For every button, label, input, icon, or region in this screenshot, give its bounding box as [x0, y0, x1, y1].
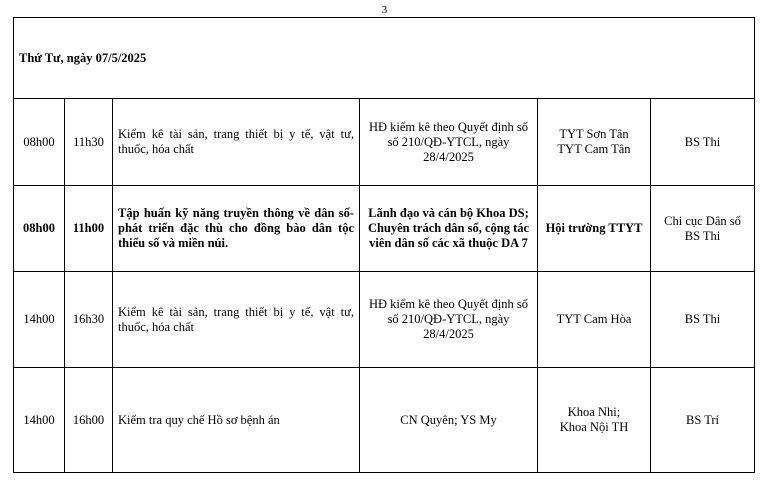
- start-time-cell: 08h00: [14, 99, 65, 186]
- lead-cell: BS Thi: [651, 99, 755, 186]
- participants-cell: Lãnh đạo và cán bộ Khoa DS; Chuyên trách dân số, cộng tác viên dân số các xã thuộc DA 7: [360, 186, 538, 272]
- participants-cell: CN Quyên; YS My: [360, 368, 538, 473]
- start-time-cell: 14h00: [14, 368, 65, 473]
- content-cell: Kiểm tra quy chế Hồ sơ bệnh án: [113, 368, 360, 473]
- page-number: 3: [381, 4, 388, 16]
- location-cell: Khoa Nhi; Khoa Nội TH: [538, 368, 651, 473]
- table-row: [14, 272, 755, 368]
- table-row: [14, 368, 755, 473]
- location-cell: Hội trường TTYT: [538, 186, 651, 272]
- end-time-cell: 11h00: [65, 186, 113, 272]
- start-time-cell: 14h00: [14, 272, 65, 368]
- lead-cell: BS Thi: [651, 272, 755, 368]
- content-cell: Kiểm kê tài sản, trang thiết bị y tế, vật tư, thuốc, hóa chất: [113, 99, 360, 186]
- table-row: [14, 186, 755, 272]
- day-header: Thứ Tư, ngày 07/5/2025: [14, 18, 755, 99]
- location-cell: TYT Sơn Tân TYT Cam Tân: [538, 99, 651, 186]
- participants-cell: HĐ kiểm kê theo Quyết định số số 210/QĐ-YTCL, ngày 28/4/2025: [360, 99, 538, 186]
- schedule-table: [13, 17, 755, 473]
- participants-cell: HĐ kiểm kê theo Quyết định số số 210/QĐ-YTCL, ngày 28/4/2025: [360, 272, 538, 368]
- end-time-cell: 16h30: [65, 272, 113, 368]
- content-cell: Tập huấn kỹ năng truyền thông về dân số-phát triển đặc thù cho đồng bào dân tộc thiểu số và miền núi.: [113, 186, 360, 272]
- day-header-row: [14, 18, 755, 99]
- end-time-cell: 16h00: [65, 368, 113, 473]
- lead-cell: BS Trí: [651, 368, 755, 473]
- content-cell: Kiểm kê tài sản, trang thiết bị y tế, vật tư, thuốc, hóa chất: [113, 272, 360, 368]
- lead-cell: Chi cục Dân số BS Thi: [651, 186, 755, 272]
- start-time-cell: 08h00: [14, 186, 65, 272]
- end-time-cell: 11h30: [65, 99, 113, 186]
- location-cell: TYT Cam Hòa: [538, 272, 651, 368]
- table-row: [14, 99, 755, 186]
